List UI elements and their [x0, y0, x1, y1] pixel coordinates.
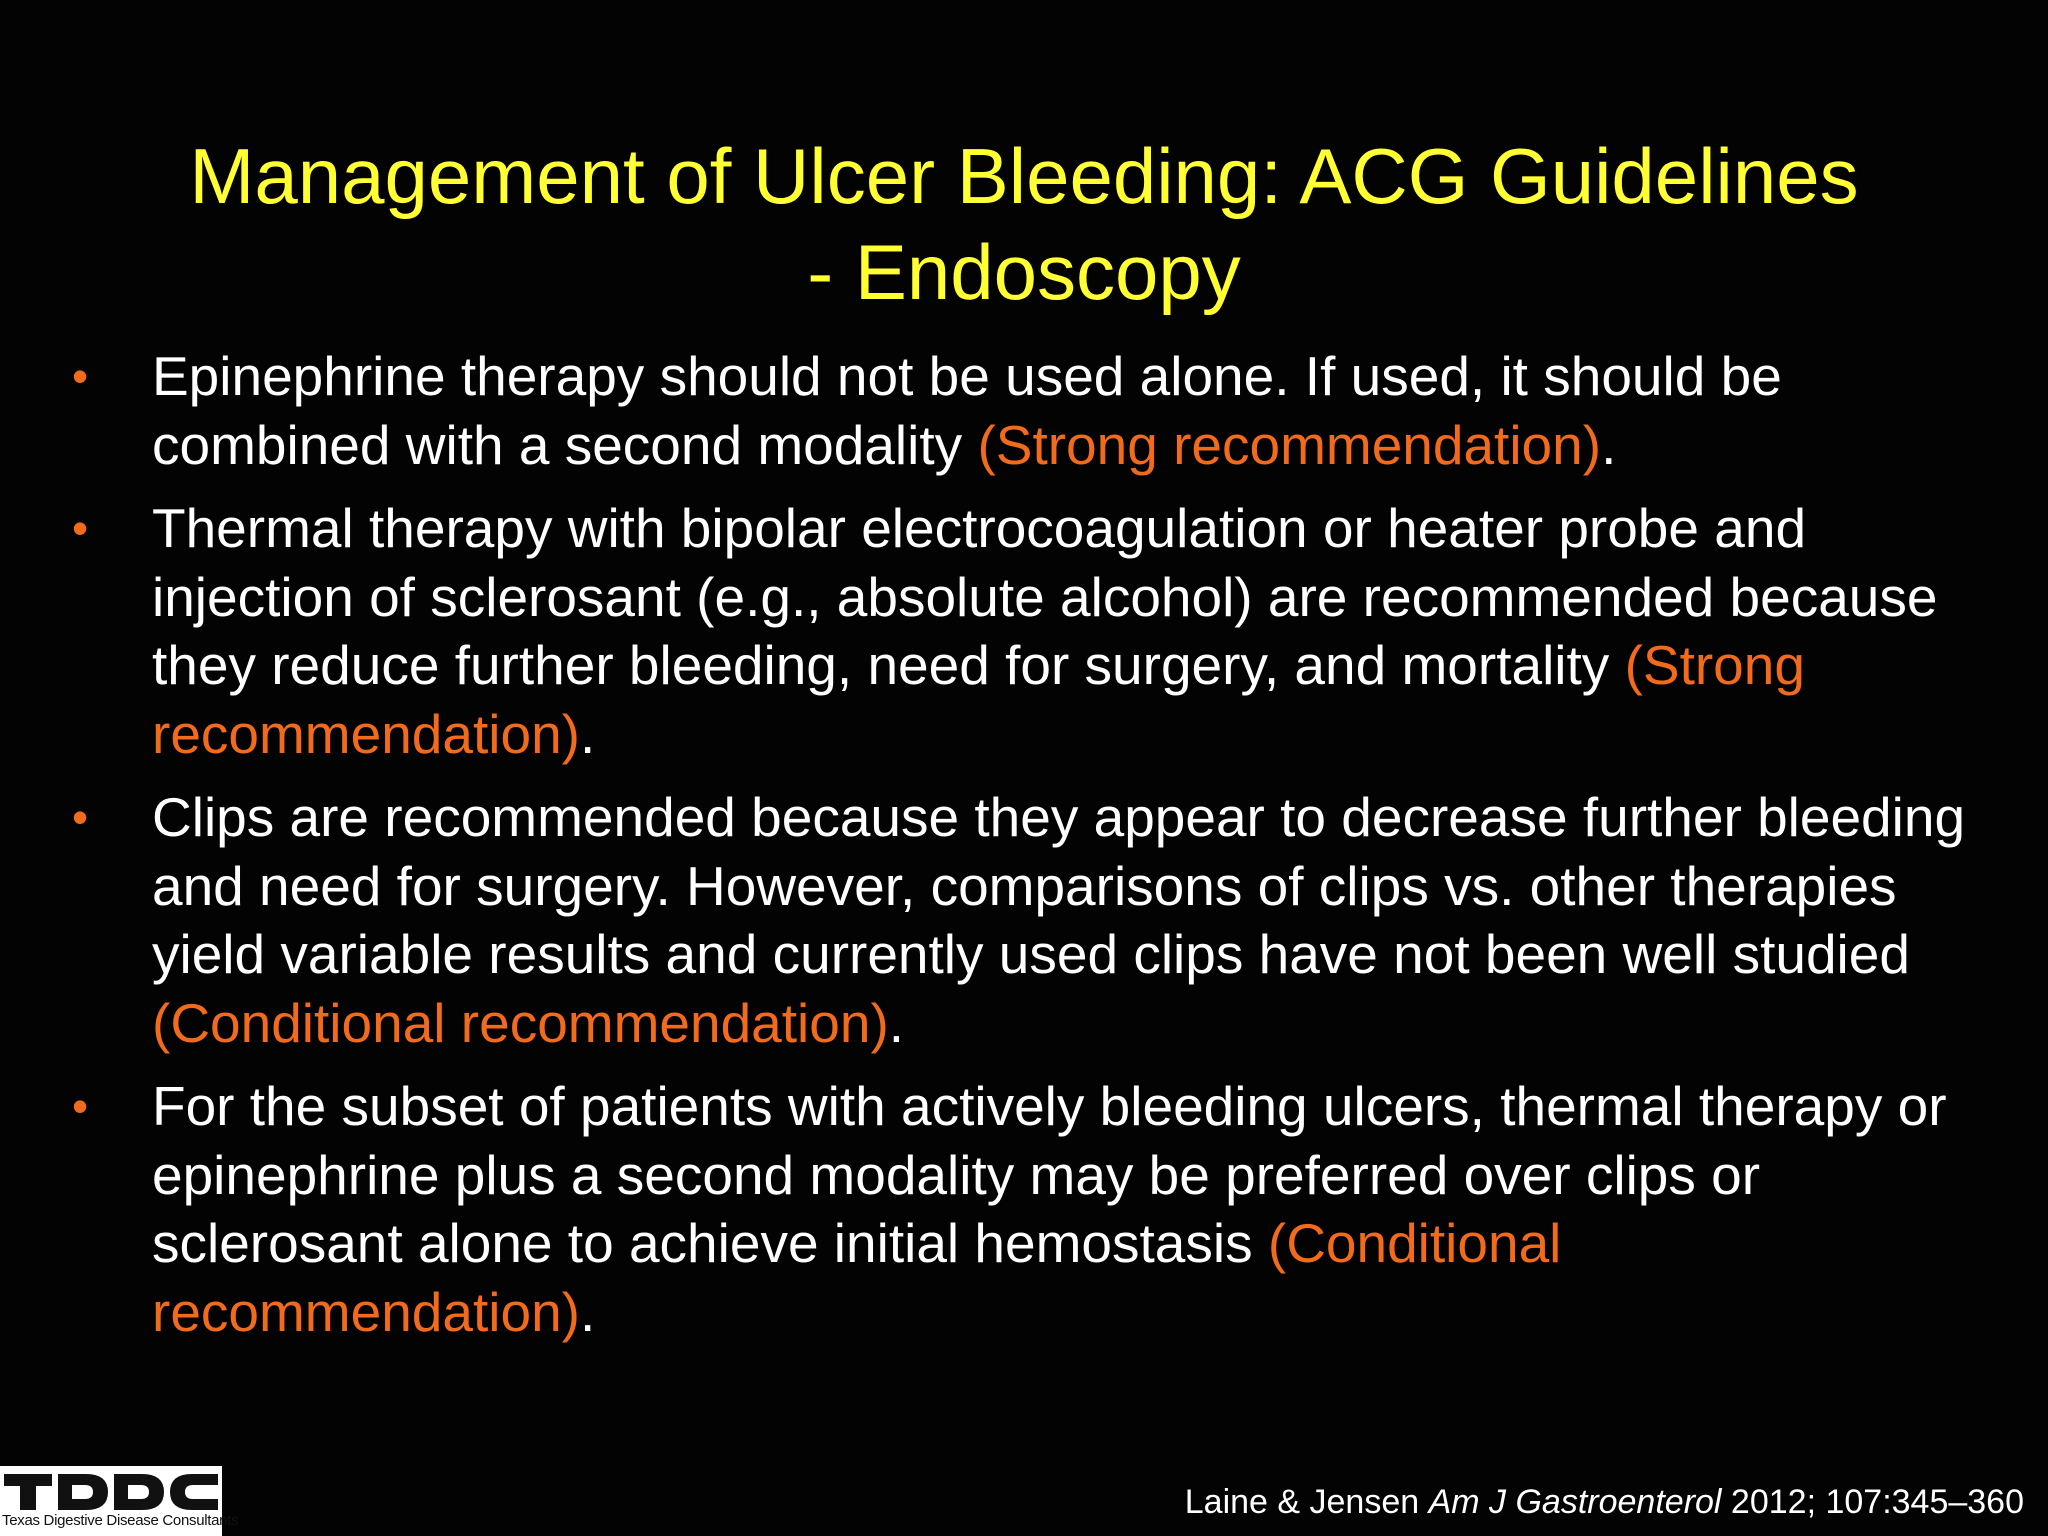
bullet-item — [72, 783, 1992, 1057]
recommendation-strength: (Conditional recommendation) — [152, 991, 889, 1054]
citation-journal: Am J Gastroenterol — [1428, 1483, 1722, 1521]
recommendation-strength: (Strong recommendation) — [152, 634, 1805, 765]
bullet-item — [72, 1072, 1992, 1346]
bullet-item — [72, 494, 1992, 768]
bullet-dot-icon: • — [72, 350, 89, 402]
title-line-1: Management of Ulcer Bleeding: ACG Guidelines — [189, 132, 1859, 220]
recommendation-strength: (Conditional recommendation) — [152, 1212, 1562, 1343]
bullet-dot-icon: • — [72, 502, 89, 554]
citation — [1185, 1480, 2024, 1524]
bullet-end: . — [888, 991, 905, 1054]
bullet-end: . — [579, 702, 596, 765]
bullet-item — [72, 342, 1992, 479]
bullet-end: . — [579, 1280, 596, 1343]
tddc-logo-icon — [0, 1466, 222, 1512]
tddc-logo — [0, 1466, 239, 1536]
citation-details: 2012; 107:345–360 — [1721, 1483, 2024, 1521]
recommendation-strength: (Strong recommendation) — [977, 413, 1602, 476]
bullet-text: Epinephrine therapy should not be used alone. If used, it should be combined with a second modality — [152, 345, 1782, 476]
bullet-dot-icon: • — [72, 1080, 89, 1132]
bullet-text: For the subset of patients with actively bleeding ulcers, thermal therapy or epinephrine plus a second modality may be preferred over clips or sclerosant alone to achieve initial hemostasis — [152, 1075, 1947, 1274]
bullet-text: Clips are recommended because they appear to decrease further bleeding and need for surgery. However, comparisons of clips vs. other therapies yield variable results and currently used clips have not been well studied — [152, 786, 1966, 985]
bullet-end: . — [1601, 413, 1617, 476]
bullet-dot-icon: • — [72, 791, 89, 843]
citation-authors: Laine & Jensen — [1184, 1483, 1429, 1521]
bullet-text: Thermal therapy with bipolar electrocoagulation or heater probe and injection of sclerosant (e.g., absolute alcohol) are recommended because they reduce further bleeding, need for surgery, and mortality — [152, 497, 1938, 696]
bullet-list — [72, 342, 1992, 1361]
title-line-2: - Endoscopy — [807, 228, 1241, 316]
logo-full-name: Texas Digestive Disease Consultants — [2, 1512, 239, 1529]
slide-title — [0, 128, 2048, 320]
